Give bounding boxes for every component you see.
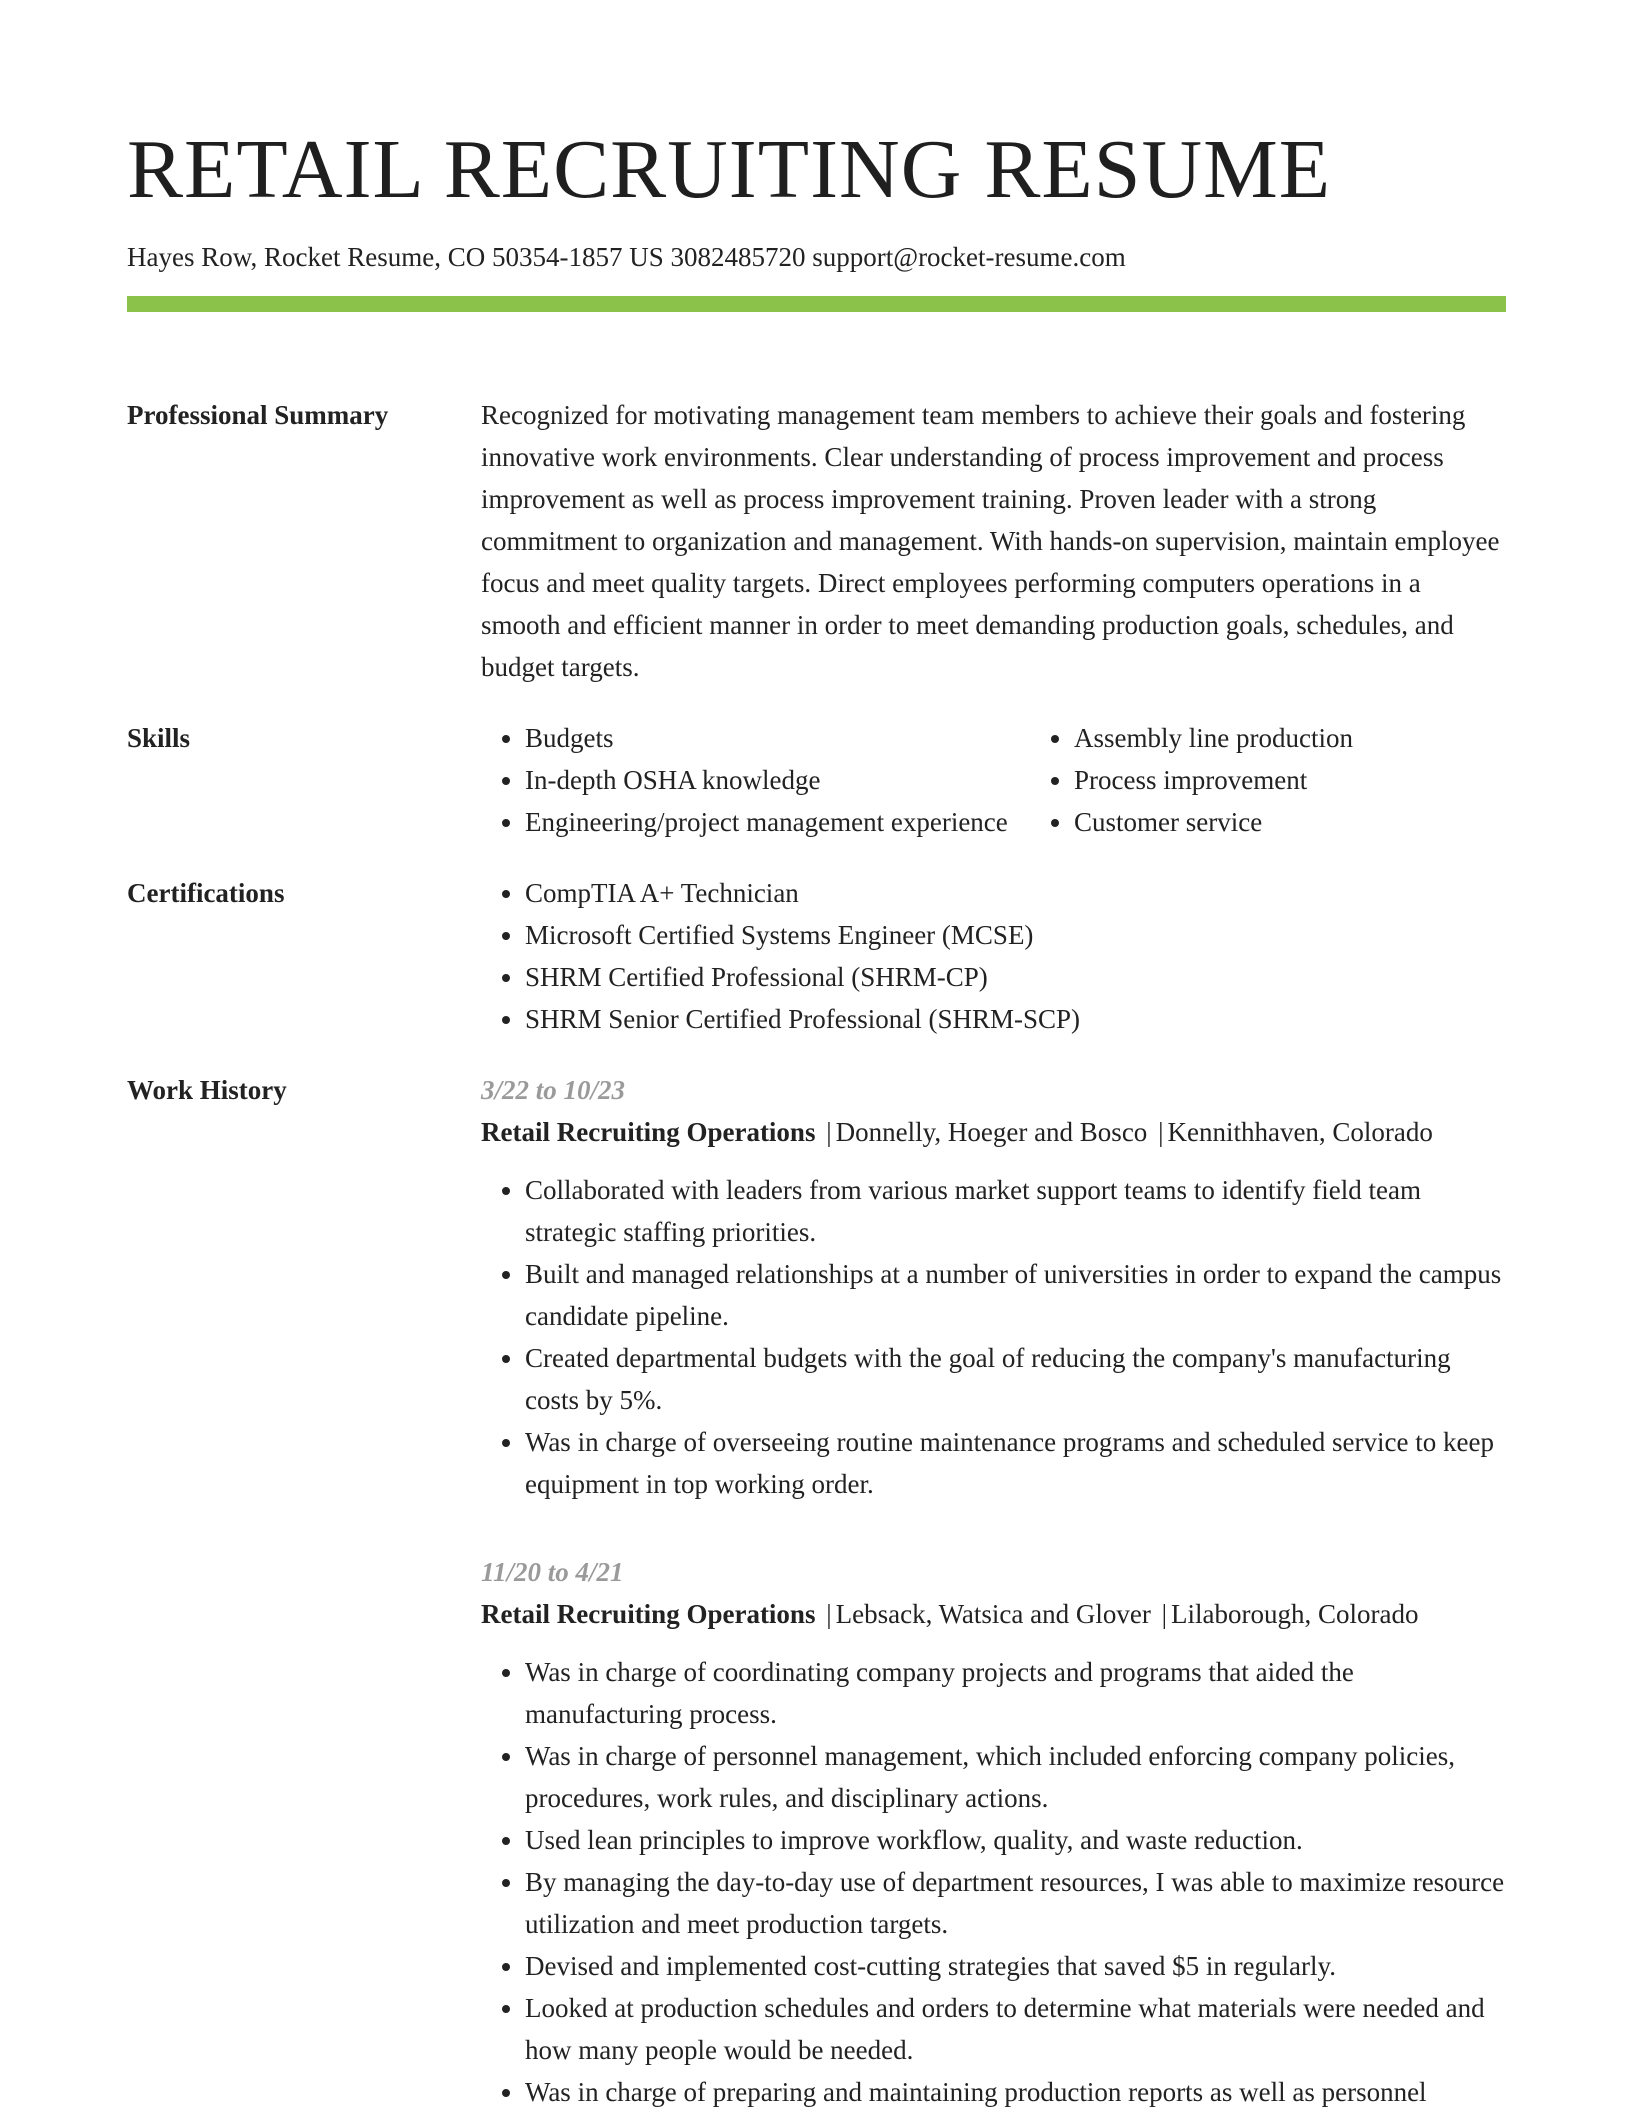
skill-item: • Customer service — [1074, 801, 1506, 843]
job-heading — [481, 1593, 1506, 1635]
job-bullet: • Collaborated with leaders from various market support teams to identify field team strategic staffing priorities. — [525, 1169, 1506, 1253]
job-bullets — [481, 1651, 1506, 2113]
job-dates: 3/22 to 10/23 — [481, 1075, 626, 1105]
job-entry — [481, 1069, 1506, 1505]
section-body — [481, 394, 1506, 688]
skills-list-left — [481, 717, 1030, 843]
section-skills — [127, 717, 1506, 843]
job-bullet: • Created departmental budgets with the goal of reducing the company's manufacturing costs by 5%. — [525, 1337, 1506, 1421]
job-title: Retail Recruiting Operations — [481, 1599, 816, 1629]
skill-item: • Assembly line production — [1074, 717, 1506, 759]
certification-item: • Microsoft Certified Systems Engineer (MCSE) — [525, 914, 1506, 956]
contact-line: Hayes Row, Rocket Resume, CO 50354-1857 US 3082485720 support@rocket-resume.com — [127, 242, 1126, 272]
certification-item: • SHRM Certified Professional (SHRM-CP) — [525, 956, 1506, 998]
job-bullet: • Looked at production schedules and orders to determine what materials were needed and how many people would be needed. — [525, 1987, 1506, 2071]
section-professional-summary — [127, 394, 1506, 688]
section-certifications — [127, 872, 1506, 1040]
header-accent-rule — [127, 296, 1506, 312]
job-title: Retail Recruiting Operations — [481, 1117, 816, 1147]
job-location: Kennithhaven, Colorado — [1167, 1117, 1433, 1147]
job-entry — [481, 1551, 1506, 2113]
job-company: Donnelly, Hoeger and Bosco — [835, 1117, 1148, 1147]
summary-text: Recognized for motivating management team members to achieve their goals and fostering innovative work environments. Clear understanding of process improvement and process improvement as well as process improvement training. Proven leader with a strong commitment to organization and management. With hands-on supervision, maintain employee focus and meet quality targets. Direct employees performing computers operations in a smooth and efficient manner in order to meet demanding production goals, schedules, and budget targets. — [481, 400, 1500, 682]
job-bullet: • Devised and implemented cost-cutting strategies that saved $5 in regularly. — [525, 1945, 1506, 1987]
job-bullet: • Was in charge of preparing and maintaining production reports as well as personnel — [525, 2071, 1506, 2113]
job-bullet: • Was in charge of personnel management, which included enforcing company policies, procedures, work rules, and disciplinary actions. — [525, 1735, 1506, 1819]
certification-item: • CompTIA A+ Technician — [525, 872, 1506, 914]
section-title: Work History — [127, 1075, 287, 1105]
job-dates: 11/20 to 4/21 — [481, 1557, 624, 1587]
separator: | — [1161, 1599, 1167, 1629]
skill-item: • Engineering/project management experience — [525, 801, 1030, 843]
job-location: Lilaborough, Colorado — [1171, 1599, 1419, 1629]
job-bullet: • Was in charge of overseeing routine maintenance programs and scheduled service to keep equipment in top working order. — [525, 1421, 1506, 1505]
section-body — [481, 1069, 1506, 2113]
job-heading — [481, 1111, 1506, 1153]
separator: | — [826, 1599, 832, 1629]
section-work-history — [127, 1069, 1506, 2113]
section-body — [481, 872, 1506, 1040]
separator: | — [1158, 1117, 1164, 1147]
certification-item: • SHRM Senior Certified Professional (SHRM-SCP) — [525, 998, 1506, 1040]
certifications-list — [481, 872, 1506, 1040]
job-bullets — [481, 1169, 1506, 1505]
resume-title: RETAIL RECRUITING RESUME — [127, 123, 1332, 216]
skills-grid — [481, 717, 1506, 843]
section-title: Certifications — [127, 878, 285, 908]
skill-item: • Budgets — [525, 717, 1030, 759]
job-bullet: • Was in charge of coordinating company projects and programs that aided the manufacturing process. — [525, 1651, 1506, 1735]
separator: | — [826, 1117, 832, 1147]
skill-item: • In-depth OSHA knowledge — [525, 759, 1030, 801]
skills-list-right — [1030, 717, 1506, 843]
job-bullet: • Used lean principles to improve workflow, quality, and waste reduction. — [525, 1819, 1506, 1861]
section-title: Skills — [127, 723, 191, 753]
job-bullet: • By managing the day-to-day use of department resources, I was able to maximize resource utilization and meet production targets. — [525, 1861, 1506, 1945]
job-bullet: • Built and managed relationships at a number of universities in order to expand the campus candidate pipeline. — [525, 1253, 1506, 1337]
section-title: Professional Summary — [127, 400, 389, 430]
skill-item: • Process improvement — [1074, 759, 1506, 801]
job-company: Lebsack, Watsica and Glover — [835, 1599, 1151, 1629]
